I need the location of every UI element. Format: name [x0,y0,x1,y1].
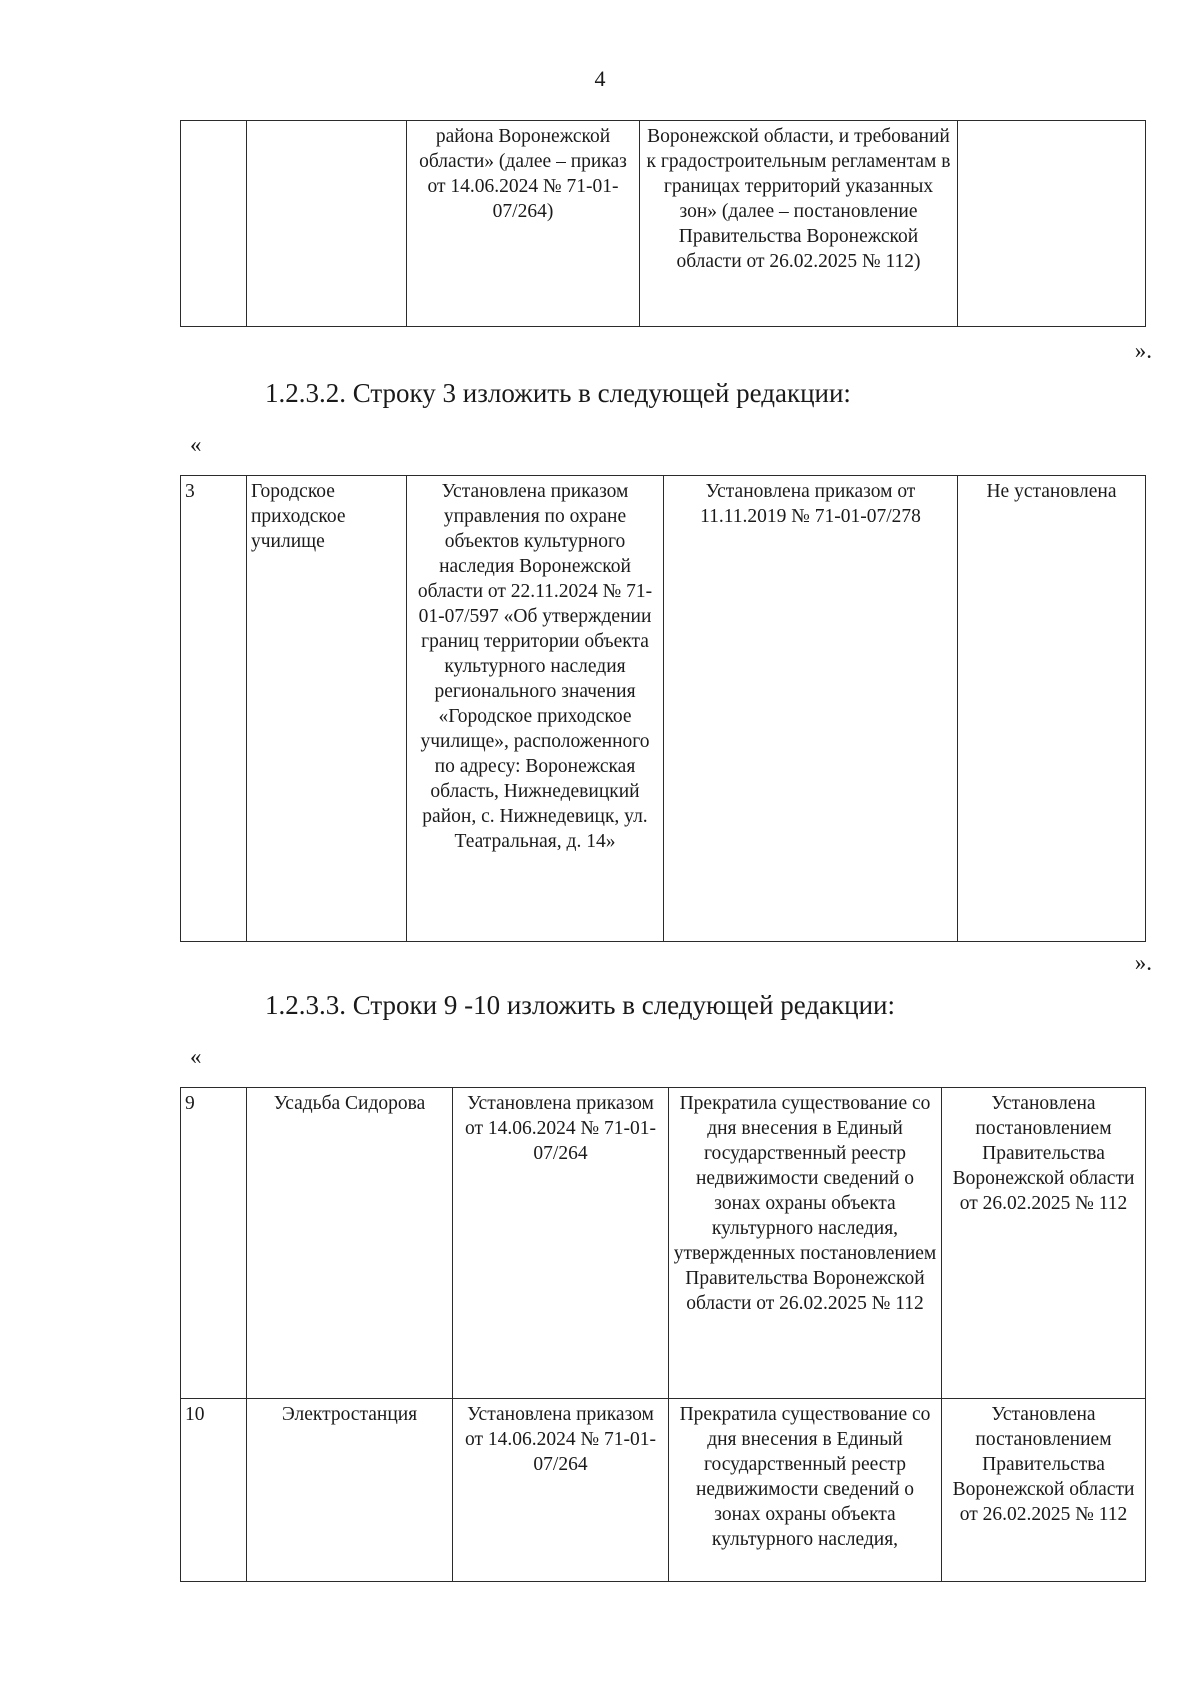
page-number: 4 [594,66,606,91]
cell-status: Установлена постановлением Правительства Воронежской области от 26.02.2025 № 112 [942,1088,1146,1399]
table-row-3 [180,475,1146,942]
cell-territory: Установлена приказом управления по охране объектов культурного наследия Воронежской области от 22.11.2024 № 71-01-07/597 «Об утверждении границ территории объекта культурного наследия регионального значения «Городское приходское училище», расположенного по адресу: Воронежская область, Нижнедевицкий район, с. Нижнедевицк, ул. Театральная, д. 14» [407,476,664,942]
section-heading: 1.2.3.2. Строку 3 изложить в следующей редакции: [265,378,851,408]
cell-object-name: Городское приходское училище [247,476,407,942]
table-row [181,1088,1146,1399]
cell-number: 9 [181,1088,247,1399]
cell-territory: Установлена приказом от 14.06.2024 № 71-01-07/264 [453,1088,669,1399]
cell-protection-zones: Установлена приказом от 11.11.2019 № 71-01-07/278 [664,476,958,942]
section-heading: 1.2.3.3. Строки 9 -10 изложить в следующей редакции: [265,990,896,1020]
cell-territory: Установлена приказом от 14.06.2024 № 71-01-07/264 [453,1399,669,1582]
cell-status: Установлена постановлением Правительства Воронежской области от 26.02.2025 № 112 [942,1399,1146,1582]
table-rows-9-10 [180,1087,1146,1582]
table-row [181,1399,1146,1582]
cell-object-name: Электростанция [247,1399,453,1582]
cell-status [958,121,1146,327]
cell-number: 3 [181,476,247,942]
table-row [181,476,1146,942]
cell-number [181,121,247,327]
opening-quote: « [190,1044,202,1069]
cell-number: 10 [181,1399,247,1582]
cell-protection-zones: Воронежской области, и требований к градостроительным регламентам в границах территорий указанных зон» (далее – постановление Правительства Воронежской области от 26.02.2025 № 112) [640,121,958,327]
closing-quote: ». [1134,950,1152,975]
cell-object-name [247,121,407,327]
cell-protection-zones: Прекратила существование со дня внесения в Единый государственный реестр недвижимости сведений о зонах охраны объекта культурного наследия, [669,1399,942,1582]
table-row [181,121,1146,327]
closing-quote: ». [1134,338,1152,363]
cell-territory: района Воронежской области» (далее – приказ от 14.06.2024 № 71-01-07/264) [407,121,640,327]
cell-object-name: Усадьба Сидорова [247,1088,453,1399]
cell-protection-zones: Прекратила существование со дня внесения в Единый государственный реестр недвижимости сведений о зонах охраны объекта культурного наследия, утвержденных постановлением Правительства Воронежской области от 26.02.2025 № 112 [669,1088,942,1399]
table-continuation [180,120,1146,327]
opening-quote: « [190,432,202,457]
cell-status: Не установлена [958,476,1146,942]
